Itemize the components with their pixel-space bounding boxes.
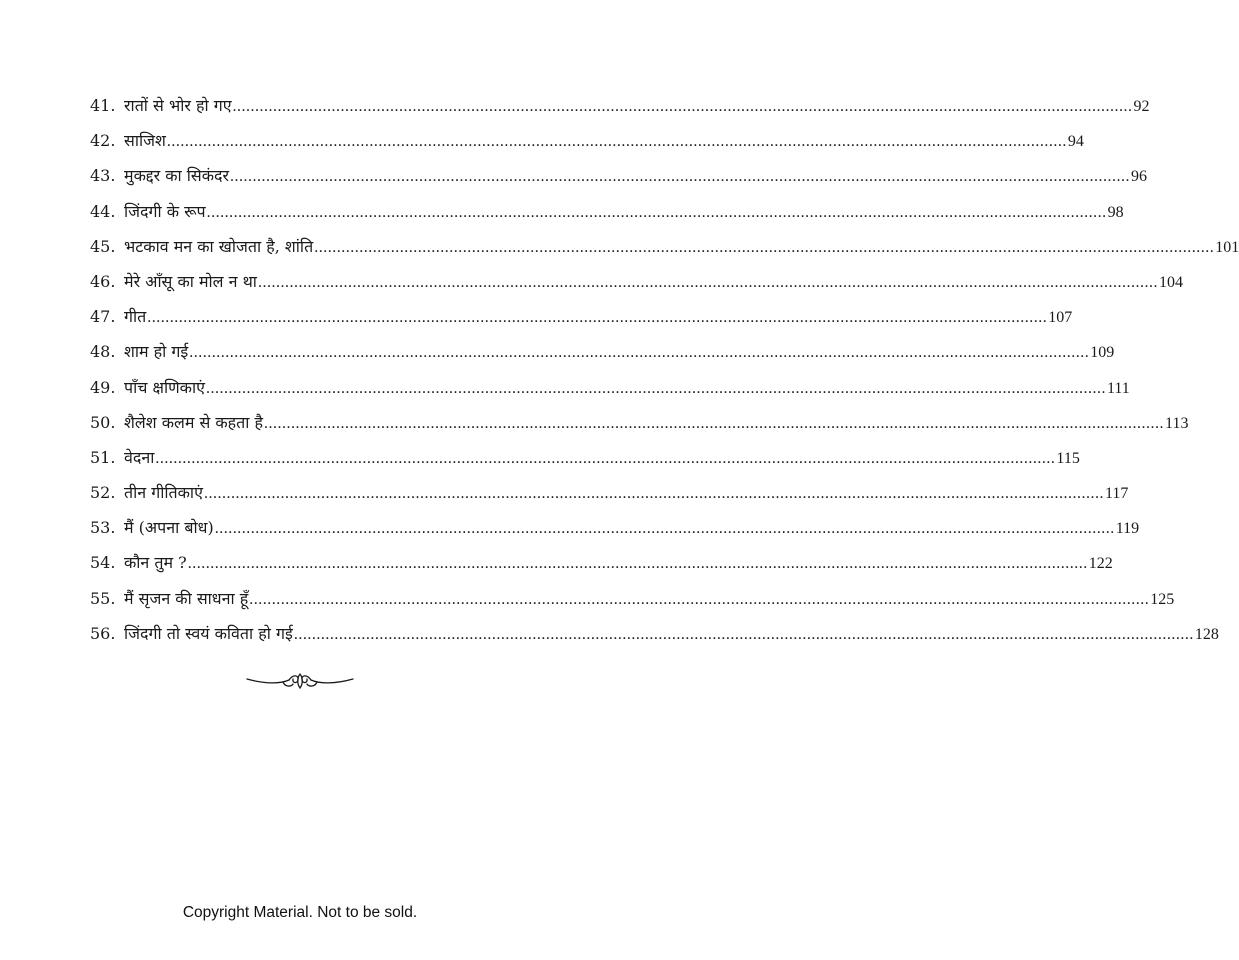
dot-leader: ........................................................................................................................................................................................................ — [232, 98, 1133, 115]
entry-title: पाँच क्षणिकाएं — [124, 377, 205, 397]
dot-leader: ........................................................................................................................................................................................................ — [155, 449, 1056, 467]
entry-page-number: 104 — [1158, 273, 1183, 291]
dot-leader: ........................................................................................................................................................................................................ — [203, 485, 1104, 503]
toc-entry — [90, 334, 1115, 369]
dot-leader: ........................................................................................................................................................................................................ — [147, 309, 1048, 327]
entry-title: मुकद्दर का सिकंदर — [124, 166, 230, 186]
toc-entry — [90, 123, 1084, 158]
entry-title: भटकाव मन का खोजता है, शांति — [124, 236, 314, 256]
entry-number: 50. — [90, 412, 116, 432]
entry-number: 53. — [90, 518, 116, 538]
toc-entry — [90, 440, 1080, 475]
entry-page-number: 117 — [1104, 485, 1129, 503]
entry-number: 51. — [90, 447, 116, 467]
dot-leader: ........................................................................................................................................................................................................ — [264, 414, 1165, 432]
entry-number: 46. — [90, 271, 116, 291]
entry-page-number: 115 — [1056, 449, 1080, 467]
toc-entry — [90, 158, 1148, 193]
entry-number: 41. — [90, 96, 116, 115]
entry-page-number: 128 — [1194, 625, 1219, 643]
entry-number: 45. — [90, 236, 116, 256]
entry-page-number: 107 — [1048, 309, 1073, 327]
table-of-contents — [90, 88, 1239, 651]
entry-title: जिंदगी के रूप — [124, 201, 206, 221]
dot-leader: ........................................................................................................................................................................................................ — [230, 168, 1131, 186]
entry-number: 56. — [90, 623, 116, 643]
entry-title: शैलेश कलम से कहता है — [124, 412, 264, 432]
entry-number: 49. — [90, 377, 116, 397]
entry-page-number: 125 — [1150, 590, 1175, 608]
entry-number: 52. — [90, 483, 116, 503]
dot-leader: ........................................................................................................................................................................................................ — [189, 344, 1090, 362]
entry-number: 44. — [90, 201, 116, 221]
entry-title: जिंदगी तो स्वयं कविता हो गई — [124, 623, 293, 643]
toc-entry — [90, 194, 1124, 229]
toc-entry — [90, 616, 1219, 651]
entry-page-number: 92 — [1133, 98, 1150, 115]
entry-page-number: 101 — [1215, 238, 1239, 256]
entry-title: रातों से भोर हो गए — [124, 96, 232, 115]
entry-page-number: 113 — [1165, 414, 1189, 432]
dot-leader: ........................................................................................................................................................................................................ — [205, 379, 1106, 397]
dot-leader: ........................................................................................................................................................................................................ — [314, 238, 1215, 256]
entry-title: साजिश — [124, 131, 166, 151]
entry-page-number: 98 — [1107, 203, 1124, 221]
entry-title: मेरे आँसू का मोल न था — [124, 271, 257, 291]
entry-number: 55. — [90, 588, 116, 608]
entry-page-number: 94 — [1067, 133, 1084, 151]
entry-number: 54. — [90, 553, 116, 573]
dot-leader: ........................................................................................................................................................................................................ — [166, 133, 1067, 151]
entry-number: 42. — [90, 131, 116, 151]
entry-page-number: 122 — [1088, 555, 1113, 573]
entry-page-number: 119 — [1115, 520, 1140, 538]
entry-title: कौन तुम ? — [124, 553, 187, 573]
dot-leader: ........................................................................................................................................................................................................ — [257, 273, 1158, 291]
entry-title: मैं (अपना बोध) — [124, 518, 214, 538]
entry-title: वेदना — [124, 447, 155, 467]
dot-leader: ........................................................................................................................................................................................................ — [187, 555, 1088, 573]
toc-entry — [90, 405, 1189, 440]
dot-leader: ........................................................................................................................................................................................................ — [206, 203, 1107, 221]
dot-leader: ........................................................................................................................................................................................................ — [214, 520, 1115, 538]
toc-entry — [90, 264, 1183, 299]
entry-title: शाम हो गई — [124, 342, 189, 362]
toc-entry — [90, 510, 1140, 545]
toc-entry — [90, 299, 1073, 334]
swirl-divider-icon — [245, 668, 355, 692]
toc-entry — [90, 545, 1113, 580]
entry-page-number: 96 — [1131, 168, 1148, 186]
entry-page-number: 111 — [1106, 379, 1130, 397]
entry-title: मैं सृजन की साधना हूँ — [124, 588, 249, 608]
toc-entry — [90, 229, 1239, 264]
dot-leader: ........................................................................................................................................................................................................ — [249, 590, 1150, 608]
entry-page-number: 109 — [1090, 344, 1115, 362]
entry-number: 47. — [90, 307, 116, 327]
entry-number: 43. — [90, 166, 116, 186]
entry-number: 48. — [90, 342, 116, 362]
entry-title: गीत — [124, 307, 147, 327]
toc-entry — [90, 475, 1129, 510]
copyright-notice: Copyright Material. Not to be sold. — [182, 904, 418, 921]
entry-title: तीन गीतिकाएं — [124, 483, 203, 503]
toc-entry — [90, 370, 1130, 405]
toc-entry — [90, 88, 1150, 123]
toc-entry — [90, 581, 1175, 616]
dot-leader: ........................................................................................................................................................................................................ — [293, 625, 1194, 643]
